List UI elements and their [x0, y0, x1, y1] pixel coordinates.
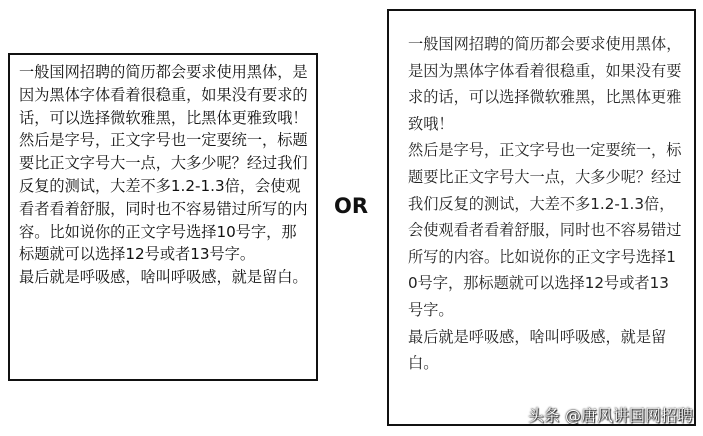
sample-paragraph-font: 一般国网招聘的简历都会要求使用黑体，是因为黑体字体看着很稳重，如果没有要求的话，可以选择微软雅黑，比黑体更雅致哦！	[19, 63, 308, 127]
sample-paragraph-font: 一般国网招聘的简历都会要求使用黑体，是因为黑体字体看着很稳重，如果没有要求的话，可以选择微软雅黑，比黑体更雅致哦！	[408, 35, 682, 133]
sample-paragraph-spacing: 最后就是呼吸感，啥叫呼吸感，就是留白。	[408, 327, 667, 373]
or-separator-label: OR	[333, 194, 369, 218]
sample-paragraph-size: 然后是字号，正文字号也一定要统一，标题要比正文字号大一点，大多少呢？经过我们反复的测试，大差不多1.2-1.3倍，会使观看者看着舒服，同时也不容易错过所写的内容。比如说你的正文字号选择10号字，那标题就可以选择12号或者13号字。	[19, 131, 308, 264]
sample-paragraph-spacing: 最后就是呼吸感，啥叫呼吸感，就是留白。	[19, 268, 308, 287]
dense-text-sample-panel	[8, 53, 318, 381]
sample-paragraph-size: 然后是字号，正文字号也一定要统一，标题要比正文字号大一点，大多少呢？经过我们反复的测试，大差不多1.2-1.3倍，会使观看者看着舒服，同时也不容易错过所写的内容。比如说你的正文字号选择10号字，那标题就可以选择12号或者13号字。	[408, 141, 682, 319]
spaced-text-sample-panel	[387, 9, 696, 426]
source-watermark: 头条 @唐风讲国网招聘	[527, 406, 693, 425]
